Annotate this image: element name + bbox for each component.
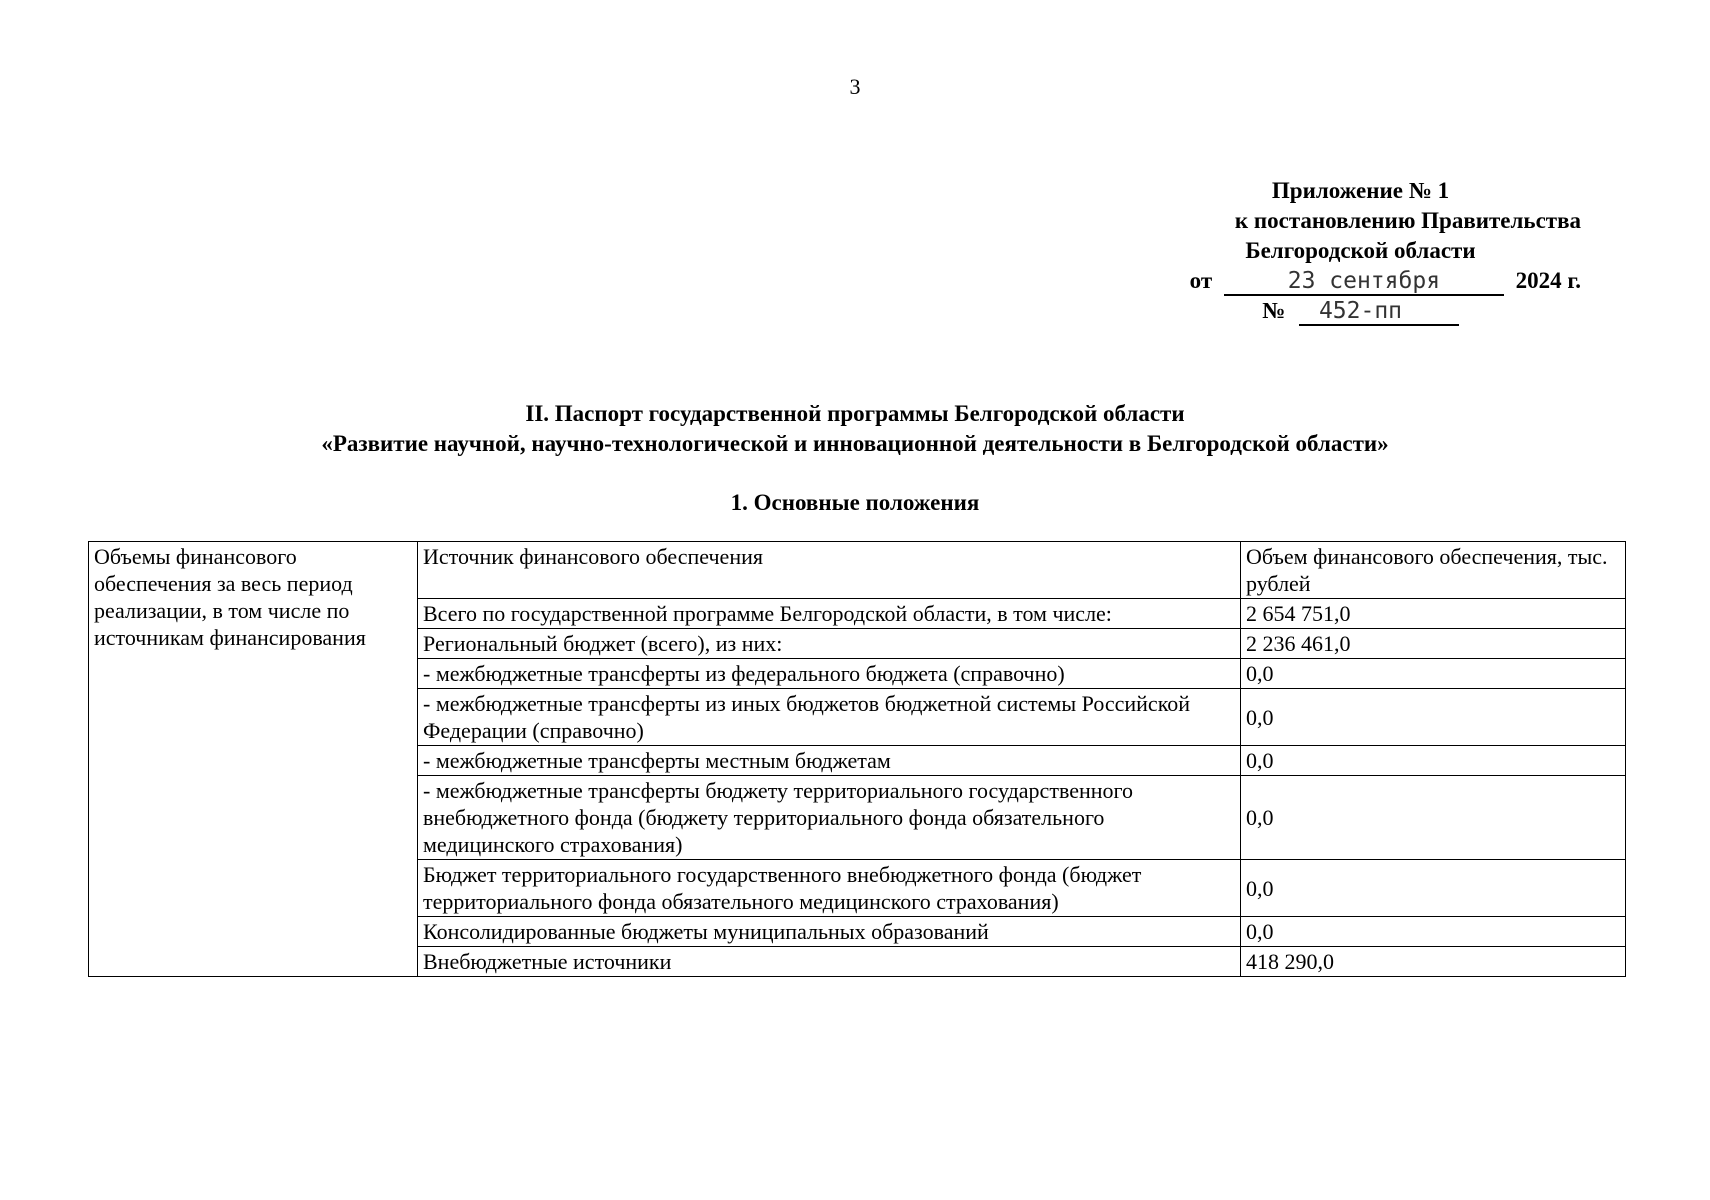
amount-cell: 0,0 <box>1241 689 1626 746</box>
amount-cell: 0,0 <box>1241 776 1626 860</box>
subsection-title: 1. Основные положения <box>730 490 980 515</box>
source-cell: - межбюджетные трансферты бюджету территориального государственного внебюджетного фонда (бюджету территориального фонда обязательного медицинского страхования) <box>418 776 1241 860</box>
source-cell: - межбюджетные трансферты из федерального бюджета (справочно) <box>418 659 1241 689</box>
appendix-title: Приложение № 1 <box>1271 178 1450 203</box>
date-prefix: от <box>1189 268 1213 293</box>
amount-cell: 0,0 <box>1241 659 1626 689</box>
page-number: 3 <box>849 74 861 99</box>
source-cell: Внебюджетные источники <box>418 947 1241 977</box>
row-label-cell: Объемы финансового обеспечения за весь период реализации, в том числе по источникам финансирования <box>89 542 418 977</box>
table-header-row <box>89 542 1626 599</box>
appendix-block <box>1140 176 1590 326</box>
header-amount-cell: Объем финансового обеспечения, тыс. рублей <box>1241 542 1626 599</box>
appendix-resolution: к постановлению Правительства <box>1234 208 1581 233</box>
number-value: 452-пп <box>1299 298 1459 326</box>
appendix-number-line <box>1140 296 1590 326</box>
appendix-date-line <box>1140 266 1590 296</box>
amount-cell: 0,0 <box>1241 917 1626 947</box>
section-title-line1: II. Паспорт государственной программы Белгородской области <box>525 401 1185 426</box>
section-title-line2: «Развитие научной, научно-технологической и инновационной деятельности в Белгородской области» <box>321 431 1389 456</box>
appendix-region: Белгородской области <box>1245 238 1476 263</box>
source-cell: Региональный бюджет (всего), из них: <box>418 629 1241 659</box>
header-source-cell: Источник финансового обеспечения <box>418 542 1241 599</box>
amount-cell: 2 654 751,0 <box>1241 599 1626 629</box>
source-cell: Консолидированные бюджеты муниципальных образований <box>418 917 1241 947</box>
date-value: 23 сентября <box>1224 268 1504 296</box>
amount-cell: 2 236 461,0 <box>1241 629 1626 659</box>
source-cell: - межбюджетные трансферты из иных бюджетов бюджетной системы Российской Федерации (справочно) <box>418 689 1241 746</box>
section-title <box>0 399 1710 459</box>
number-prefix: № <box>1262 298 1286 323</box>
amount-cell: 0,0 <box>1241 746 1626 776</box>
financing-table <box>88 541 1626 977</box>
amount-cell: 418 290,0 <box>1241 947 1626 977</box>
source-cell: - межбюджетные трансферты местным бюджетам <box>418 746 1241 776</box>
amount-cell: 0,0 <box>1241 860 1626 917</box>
date-suffix: 2024 г. <box>1515 268 1581 293</box>
source-cell: Всего по государственной программе Белгородской области, в том числе: <box>418 599 1241 629</box>
source-cell: Бюджет территориального государственного внебюджетного фонда (бюджет территориального фонда обязательного медицинского страхования) <box>418 860 1241 917</box>
